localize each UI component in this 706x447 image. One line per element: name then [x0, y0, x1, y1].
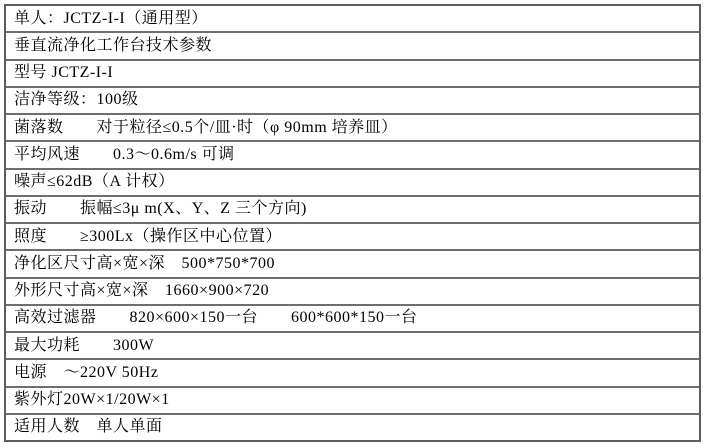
row-text: 紫外灯20W×1/20W×1	[14, 391, 170, 409]
table-row	[6, 168, 699, 195]
table-row	[6, 59, 699, 86]
table-row	[6, 249, 699, 276]
table-row	[6, 195, 699, 222]
table-row	[6, 140, 699, 167]
table-row	[6, 413, 699, 440]
table-row	[6, 331, 699, 358]
row-text: 高效过滤器 820×600×150一台 600*600*150一台	[14, 309, 418, 327]
table-row	[6, 86, 699, 113]
table-row	[6, 304, 699, 331]
table-row	[6, 31, 699, 58]
table-row	[6, 222, 699, 249]
table-row	[6, 386, 699, 413]
table-row	[6, 6, 699, 31]
row-text: 电源 ～220V 50Hz	[14, 363, 159, 381]
row-text: 型号 JCTZ-I-I	[14, 64, 114, 82]
row-text: 单人：JCTZ-I-I（通用型）	[14, 9, 208, 27]
row-text: 垂直流净化工作台技术参数	[14, 36, 213, 54]
row-text: 最大功耗 300W	[14, 336, 155, 354]
table-row	[6, 277, 699, 304]
row-text: 适用人数 单人单面	[14, 418, 163, 436]
table-row	[6, 113, 699, 140]
row-text: 菌落数 对于粒径≤0.5个/皿·时（φ 90mm 培养皿）	[14, 118, 398, 136]
row-text: 净化区尺寸高×宽×深 500*750*700	[14, 254, 276, 272]
row-text: 照度 ≥300Lx（操作区中心位置）	[14, 227, 283, 245]
row-text: 平均风速 0.3～0.6m/s 可调	[14, 145, 235, 163]
row-text: 洁净等级：100级	[14, 91, 139, 109]
table-row	[6, 358, 699, 385]
row-text: 噪声≤62dB（A 计权）	[14, 173, 175, 191]
spec-table	[4, 4, 701, 442]
row-text: 振动 振幅≤3μ m(X、Y、Z 三个方向)	[14, 200, 307, 218]
row-text: 外形尺寸高×宽×深 1660×900×720	[14, 282, 270, 300]
